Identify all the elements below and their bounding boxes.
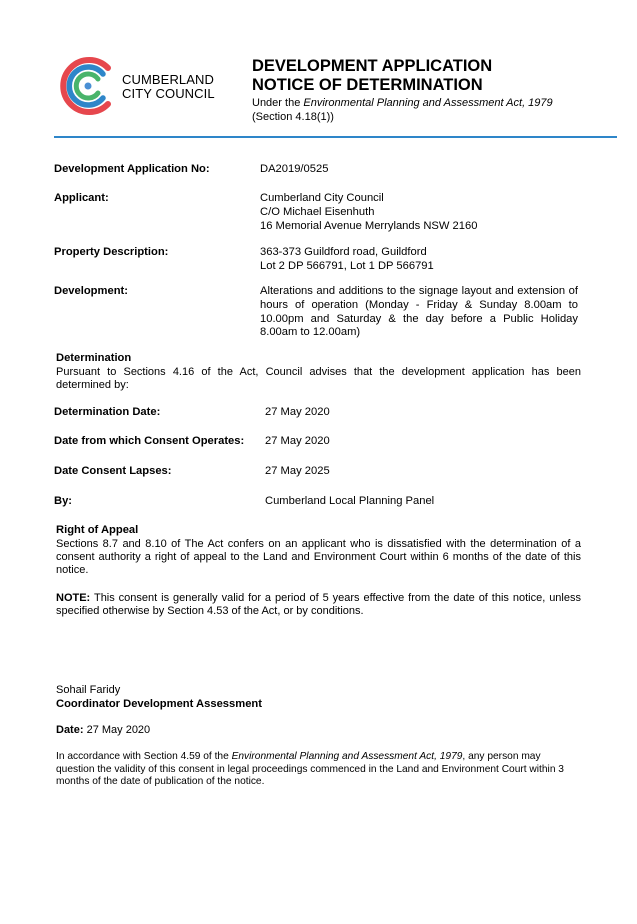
applicant-label: Applicant: (54, 192, 109, 204)
note-paragraph (56, 592, 581, 618)
determination-date-value: 27 May 2020 (265, 406, 330, 418)
applicant-line3: 16 Memorial Avenue Merrylands NSW 2160 (260, 219, 478, 232)
validity-part2: , any person may question the validity of this consent in legal proceedings commenced in the Land and Environment Court within 3 months of the date of publication of the notice. (56, 751, 564, 787)
consent-operates-label: Date from which Consent Operates: (54, 435, 245, 447)
applicant-line2: C/O Michael Eisenhuth (260, 205, 375, 218)
determination-heading: Determination (56, 352, 132, 364)
consent-lapses-value: 27 May 2025 (265, 465, 330, 477)
validity-notice (56, 751, 581, 789)
applicant-value (260, 192, 578, 233)
da-no-value: DA2019/0525 (260, 163, 329, 175)
property-value (260, 246, 578, 274)
determination-text: Pursuant to Sections 4.16 of the Act, Council advises that the development application has been determined by: (56, 366, 581, 391)
council-name (122, 73, 215, 101)
council-logo (58, 56, 118, 116)
validity-act-name: Environmental Planning and Assessment Act, 1979 (231, 751, 463, 762)
development-label: Development: (54, 285, 128, 297)
consent-operates-value: 27 May 2020 (265, 435, 330, 447)
document-subtitle (252, 96, 553, 124)
appeal-text: Sections 8.7 and 8.10 of The Act confers on an applicant who is dissatisfied with the determination of a consent authority a right of appeal to the Land and Environment Court within 6 months of the date of this notice. (56, 538, 581, 576)
act-line (252, 96, 553, 110)
act-prefix: Under the (252, 97, 304, 109)
title-line1: DEVELOPMENT APPLICATION (252, 57, 493, 75)
determination-date-label: Determination Date: (54, 406, 161, 418)
title-line2: NOTICE OF DETERMINATION (252, 76, 483, 94)
council-name-line1: CUMBERLAND (122, 72, 215, 87)
signatory-name: Sohail Faridy (56, 684, 121, 696)
document-title (252, 57, 492, 95)
act-name: Environmental Planning and Assessment Act, 1979 (303, 97, 553, 109)
appeal-heading: Right of Appeal (56, 524, 139, 536)
council-name-line2: CITY COUNCIL (122, 86, 215, 101)
da-no-label: Development Application No: (54, 163, 210, 175)
signatory-position: Coordinator Development Assessment (56, 698, 262, 710)
applicant-line1: Cumberland City Council (260, 192, 384, 204)
property-line1: 363-373 Guildford road, Guildford (260, 246, 427, 258)
validity-part1: In accordance with Section 4.59 of the (56, 751, 232, 762)
signature-date (56, 724, 150, 738)
signature-date-label: Date: (56, 724, 84, 736)
signature-date-value: 27 May 2020 (83, 724, 151, 736)
note-label: NOTE: (56, 592, 91, 604)
note-text: This consent is generally valid for a period of 5 years effective from the date of this notice, unless specified otherwise by Section 4.53 of the Act, or by conditions. (56, 592, 581, 617)
property-label: Property Description: (54, 246, 169, 258)
development-value: Alterations and additions to the signage layout and extension of hours of operation (Monday - Friday & Sunday 8.00am to 10.00pm and Saturday & the day before a Public Holiday 8.00am to 12.00am) (260, 285, 578, 339)
determined-by-label: By: (54, 495, 73, 507)
property-line2: Lot 2 DP 566791, Lot 1 DP 566791 (260, 259, 434, 272)
section-ref: (Section 4.18(1)) (252, 111, 334, 123)
header-divider (54, 136, 617, 138)
determined-by-value: Cumberland Local Planning Panel (265, 495, 435, 507)
logo-dot (85, 83, 92, 90)
consent-lapses-label: Date Consent Lapses: (54, 465, 172, 477)
